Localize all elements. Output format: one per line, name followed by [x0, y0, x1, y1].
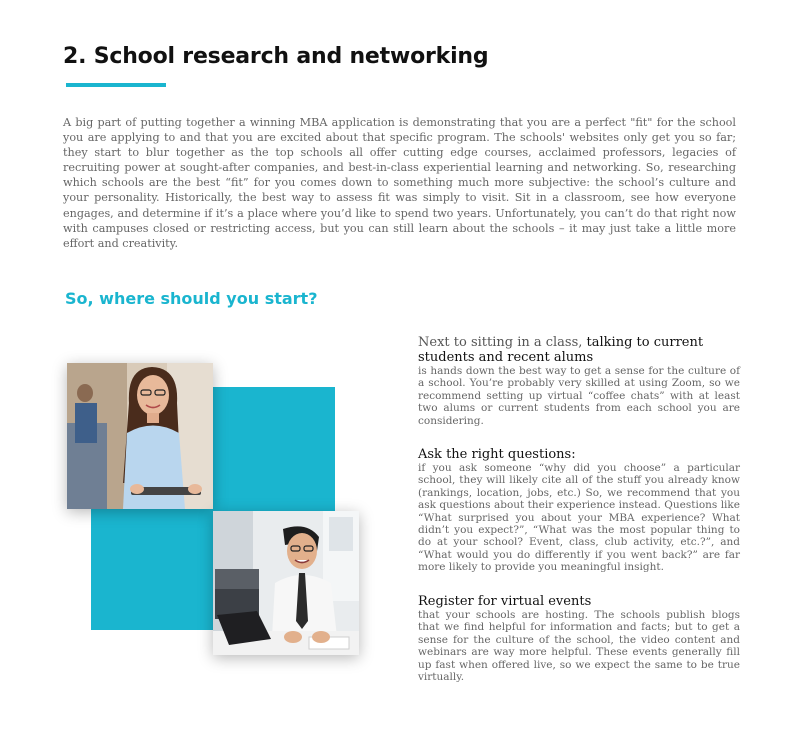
woman-photo-illustration — [67, 363, 213, 509]
tip-heading — [418, 335, 740, 365]
man-photo-illustration — [213, 511, 359, 655]
teal-block-bottom — [91, 509, 213, 630]
tip-heading-strong: talking to current students and recent alums — [418, 335, 704, 365]
tip-heading — [418, 594, 740, 609]
tip-heading-lead: Next to sitting in a class, — [418, 335, 587, 350]
woman-with-tablet-photo — [67, 363, 213, 509]
man-at-desk-photo — [213, 511, 359, 655]
tip-virtual-events — [418, 594, 740, 683]
tip-heading-strong: Ask the right questions: — [418, 447, 576, 462]
teal-block-top — [213, 387, 335, 511]
section-subtitle: So, where should you start? — [65, 289, 318, 308]
tip-body: that your schools are hosting. The schools publish blogs that we find helpful for information and facts; but to get a sense for the culture of the school, the video content and webinars are way more helpful. These events generally fill up fast when offered live, so we expect the same to be true virtually. — [418, 609, 740, 684]
tip-heading-strong: Register for virtual events — [418, 594, 592, 609]
tip-heading — [418, 447, 740, 462]
tip-talk-to-students — [418, 335, 740, 427]
tip-body: is hands down the best way to get a sense for the culture of a school. You’re probably very skilled at using Zoom, so we recommend setting up virtual “coffee chats” with at least two alums or current students from each school you are considering. — [418, 365, 740, 427]
intro-paragraph: A big part of putting together a winning MBA application is demonstrating that you are a perfect "fit" for the school you are applying to and that you are excited about that specific program. The schools' websites only get you so far; they start to blur together as the top schools all offer cutting edge courses, acclaimed professors, legacies of recruiting power at sought-after companies, and best-in-class experiential learning and networking. So, researching which schools are the best “fit” for you comes down to something much more subjective: the school’s culture and your personality. Historically, the best way to assess fit was simply to visit. Sit in a classroom, see how everyone engages, and determine if it’s a place where you’d like to spend two years. Unfortunately, you can’t do that right now with campuses closed or restricting access, but you can still learn about the schools – it may just take a little more effort and creativity. — [63, 116, 736, 250]
tip-ask-questions — [418, 447, 740, 574]
section-title: 2. School research and networking — [63, 44, 489, 69]
title-underline — [66, 83, 166, 87]
tip-body: if you ask someone “why did you choose” a particular school, they will likely cite all of the stuff you already know (rankings, location, jobs, etc.) So, we recommend that you ask questions about their experience instead. Questions like “What surprised you about your MBA experience? What didn’t you expect?”, “What was the most popular thing to do at your school? Event, class, club activity, etc.?”, and “What would you do differently if you went back?” are far more likely to provide you meaningful insight. — [418, 462, 740, 574]
